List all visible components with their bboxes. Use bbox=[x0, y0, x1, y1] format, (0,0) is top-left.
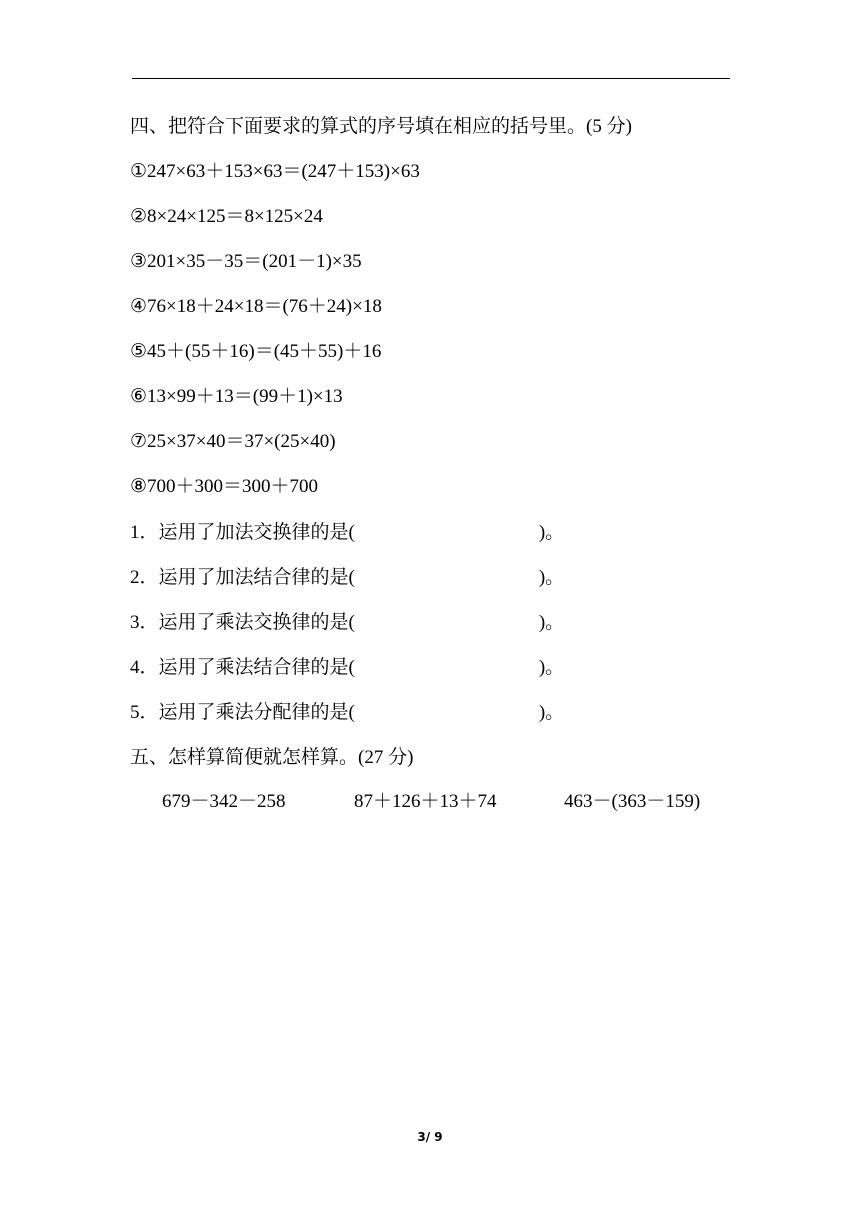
section-5-heading: 五、怎样算简便就怎样算。(27 分) bbox=[130, 747, 414, 768]
calculation-2: 87＋126＋13＋74 bbox=[354, 791, 497, 812]
question-4-close: )。 bbox=[538, 657, 565, 678]
question-1 bbox=[130, 520, 564, 546]
formula-7: ⑦25×37×40＝37×(25×40) bbox=[130, 431, 336, 452]
question-1-prompt: 1．运用了加法交换律的是( bbox=[130, 522, 355, 543]
formula-2: ②8×24×125＝8×125×24 bbox=[130, 206, 323, 227]
question-1-close: )。 bbox=[538, 522, 565, 543]
question-4 bbox=[130, 655, 564, 681]
question-2-prompt: 2．运用了加法结合律的是( bbox=[130, 567, 355, 588]
formula-4: ④76×18＋24×18＝(76＋24)×18 bbox=[130, 296, 382, 317]
formula-1: ①247×63＋153×63＝(247＋153)×63 bbox=[130, 161, 420, 182]
question-5-close: )。 bbox=[538, 702, 565, 723]
calculation-row bbox=[162, 789, 722, 815]
formula-8: ⑧700＋300＝300＋700 bbox=[130, 476, 319, 497]
question-2 bbox=[130, 565, 564, 591]
calculation-3: 463－(363－159) bbox=[564, 791, 701, 812]
question-3-prompt: 3．运用了乘法交换律的是( bbox=[130, 612, 355, 633]
question-5 bbox=[130, 700, 564, 726]
calculation-1: 679－342－258 bbox=[162, 791, 286, 812]
formula-5: ⑤45＋(55＋16)＝(45＋55)＋16 bbox=[130, 341, 382, 362]
page-number: 3/ 9 bbox=[417, 1130, 443, 1144]
question-2-close: )。 bbox=[538, 567, 565, 588]
question-3-close: )。 bbox=[538, 612, 565, 633]
question-4-prompt: 4．运用了乘法结合律的是( bbox=[130, 657, 355, 678]
formula-6: ⑥13×99＋13＝(99＋1)×13 bbox=[130, 386, 343, 407]
question-3 bbox=[130, 610, 564, 636]
header-rule bbox=[132, 78, 730, 79]
formula-3: ③201×35－35＝(201－1)×35 bbox=[130, 251, 362, 272]
section-4-heading: 四、把符合下面要求的算式的序号填在相应的括号里。(5 分) bbox=[130, 116, 632, 137]
question-5-prompt: 5．运用了乘法分配律的是( bbox=[130, 702, 355, 723]
